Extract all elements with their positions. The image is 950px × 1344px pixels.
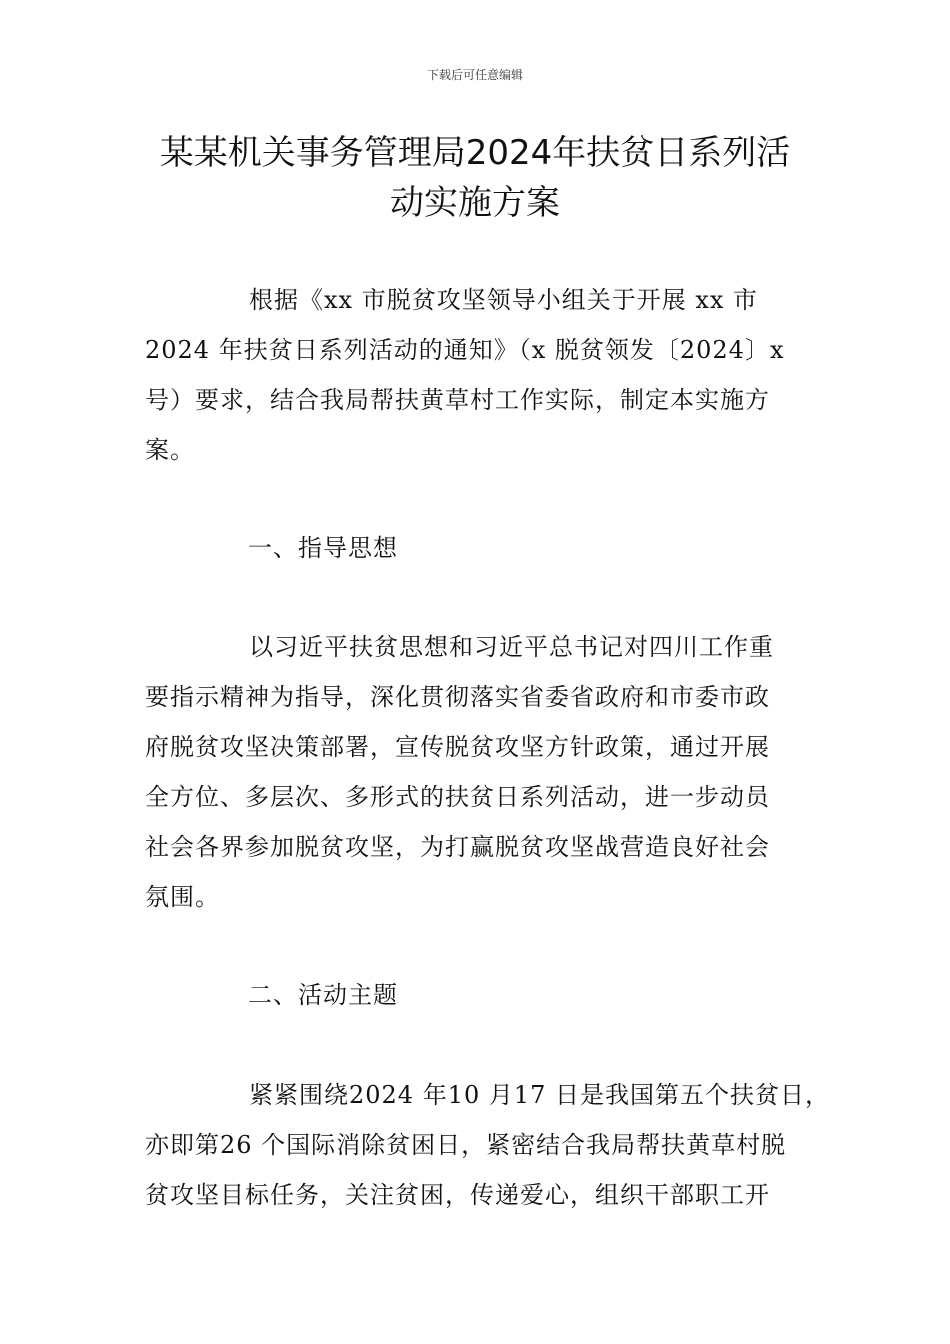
paragraph-line: 社会各界参加脱贫攻坚，为打赢脱贫攻坚战营造良好社会 — [145, 833, 770, 861]
paragraph-line: 贫攻坚目标任务，关注贫困，传递爱心，组织干部职工开 — [145, 1181, 770, 1209]
section1-paragraph — [145, 622, 810, 922]
section2-paragraph — [145, 1070, 831, 1220]
section-heading-1: 一、指导思想 — [248, 534, 398, 562]
paragraph-line: 紧紧围绕2024 年10 月17 日是我国第五个扶贫日， — [249, 1081, 831, 1109]
intro-paragraph — [145, 275, 810, 475]
paragraph-line: 要指示精神为指导，深化贯彻落实省委省政府和市委市政 — [145, 683, 770, 711]
paragraph-line: 全方位、多层次、多形式的扶贫日系列活动，进一步动员 — [145, 783, 770, 811]
title-line-2: 动实施方案 — [390, 183, 560, 223]
section-heading-2: 二、活动主题 — [248, 981, 398, 1009]
header-note: 下载后可任意编辑 — [426, 68, 523, 82]
paragraph-line: 亦即第26 个国际消除贫困日，紧密结合我局帮扶黄草村脱 — [145, 1131, 787, 1159]
paragraph-line: 以习近平扶贫思想和习近平总书记对四川工作重 — [249, 633, 774, 661]
paragraph-line: 氛围。 — [145, 883, 220, 911]
document-title — [120, 128, 830, 228]
paragraph-line: 号）要求，结合我局帮扶黄草村工作实际，制定本实施方 — [145, 386, 770, 414]
paragraph-line: 府脱贫攻坚决策部署，宣传脱贫攻坚方针政策，通过开展 — [145, 733, 770, 761]
paragraph-line: 根据《xx 市脱贫攻坚领导小组关于开展 xx 市 — [249, 286, 759, 314]
paragraph-line: 2024 年扶贫日系列活动的通知》（x 脱贫领发〔2024〕x — [145, 336, 785, 364]
paragraph-line: 案。 — [145, 436, 195, 464]
title-line-1: 某某机关事务管理局2024年扶贫日系列活 — [159, 133, 791, 173]
